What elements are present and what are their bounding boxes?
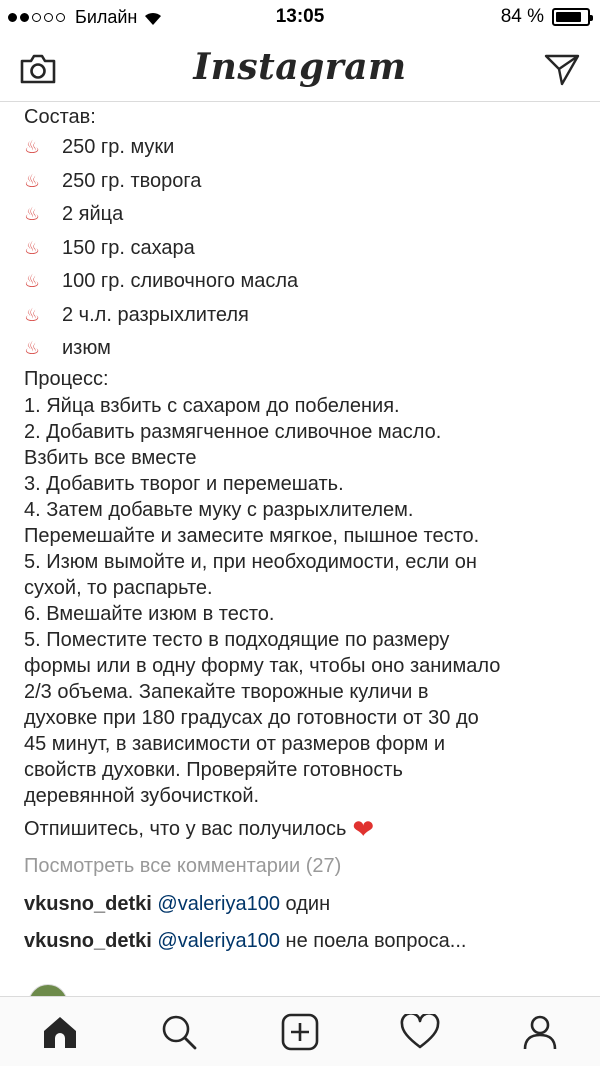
step-line: сухой, то распарьте. (24, 576, 213, 599)
ingredient-item (24, 232, 580, 266)
ingredients-list (24, 131, 580, 366)
tab-add-post[interactable] (279, 1011, 321, 1053)
ingredient-item (24, 198, 580, 232)
step-line: деревянной зубочисткой. (24, 784, 260, 807)
comments-list (24, 890, 580, 955)
status-time: 13:05 (275, 6, 325, 27)
step-line: формы или в одну форму так, чтобы оно занимало (24, 654, 501, 677)
bottom-tab-bar (0, 996, 600, 1066)
tab-home[interactable] (39, 1011, 81, 1053)
comment-username[interactable]: vkusno_detki (24, 892, 152, 915)
ingredient-text: 100 гр. сливочного масла (62, 270, 299, 292)
ingredient-item (24, 131, 580, 165)
comment-mention[interactable]: @valeriya100 (157, 929, 280, 952)
steps-list (24, 393, 580, 809)
comment-username[interactable]: vkusno_detki (24, 929, 152, 952)
heart-icon (400, 1014, 440, 1050)
steam-icon: ♨ (24, 304, 41, 325)
add-post-icon (281, 1013, 319, 1051)
tab-search[interactable] (158, 1011, 200, 1053)
battery-percent: 84 % (500, 6, 544, 27)
instagram-logo[interactable]: Instagram (193, 46, 407, 88)
step-line: 5. Поместите тесто в подходящие по размеру (24, 628, 450, 651)
ingredient-item (24, 165, 580, 199)
comment-mention[interactable]: @valeriya100 (157, 892, 280, 915)
steam-icon: ♨ (24, 204, 41, 224)
carrier-name: Билайн (75, 7, 138, 27)
caption-outro (24, 815, 580, 843)
ingredient-text: 2 яйца (62, 203, 124, 225)
top-nav-bar (0, 36, 600, 102)
step-line: 1. Яйца взбить с сахаром до побеления. (24, 394, 400, 417)
direct-send-icon (544, 52, 580, 86)
ingredient-text: 150 гр. сахара (62, 236, 195, 259)
steam-icon: ♨ (24, 137, 41, 157)
search-icon (160, 1013, 198, 1051)
step-line: 45 минут, в зависимости от размеров форм и (24, 732, 446, 755)
tab-activity[interactable] (399, 1011, 441, 1053)
comment-text: не поела вопроса... (285, 929, 467, 952)
steam-icon: ♨ (24, 338, 41, 358)
step-line: 6. Вмешайте изюм в тесто. (24, 602, 275, 625)
step-line: 3. Добавить творог и перемешать. (24, 472, 344, 495)
battery-fill (556, 12, 581, 22)
process-title: Процесс: (24, 367, 109, 390)
step-line: 2/3 объема. Запекайте творожные куличи в (24, 680, 429, 703)
step-line: Взбить все вместе (24, 446, 197, 469)
comment-row (24, 890, 580, 918)
heart-emoji: ❤ (352, 813, 375, 844)
comment-text: один (285, 892, 331, 915)
home-icon (41, 1014, 79, 1050)
step-line: Перемешайте и замесите мягкое, пышное тесто. (24, 524, 480, 547)
steam-icon: ♨ (24, 170, 41, 191)
ingredient-item (24, 265, 580, 299)
battery-icon (552, 8, 590, 26)
status-bar (0, 0, 600, 36)
ingredient-text: изюм (62, 337, 111, 359)
post-caption (24, 104, 580, 955)
step-line: 5. Изюм вымойте и, при необходимости, если он (24, 550, 477, 573)
direct-button[interactable] (542, 49, 582, 89)
step-line: 4. Затем добавьте муку с разрыхлителем. (24, 498, 414, 521)
ingredient-item (24, 332, 580, 366)
ingredient-text: 250 гр. муки (62, 136, 175, 158)
steam-icon: ♨ (24, 237, 41, 258)
step-line: духовке при 180 градусах до готовности от 30 до (24, 706, 479, 729)
ingredient-item (24, 299, 580, 333)
status-right (501, 6, 590, 28)
ingredients-title: Состав: (24, 106, 96, 128)
tab-profile[interactable] (519, 1011, 561, 1053)
ingredient-text: 250 гр. творога (62, 169, 202, 192)
ingredient-text: 2 ч.л. разрыхлителя (62, 303, 249, 326)
comment-row (24, 927, 580, 955)
outro-text: Отпишитесь, что у вас получилось (24, 817, 347, 840)
steam-icon: ♨ (24, 271, 41, 291)
step-line: 2. Добавить размягченное сливочное масло. (24, 420, 442, 443)
view-all-comments-link[interactable]: Посмотреть все комментарии (27) (24, 854, 342, 877)
profile-icon (521, 1013, 559, 1051)
step-line: свойств духовки. Проверяйте готовность (24, 758, 403, 781)
